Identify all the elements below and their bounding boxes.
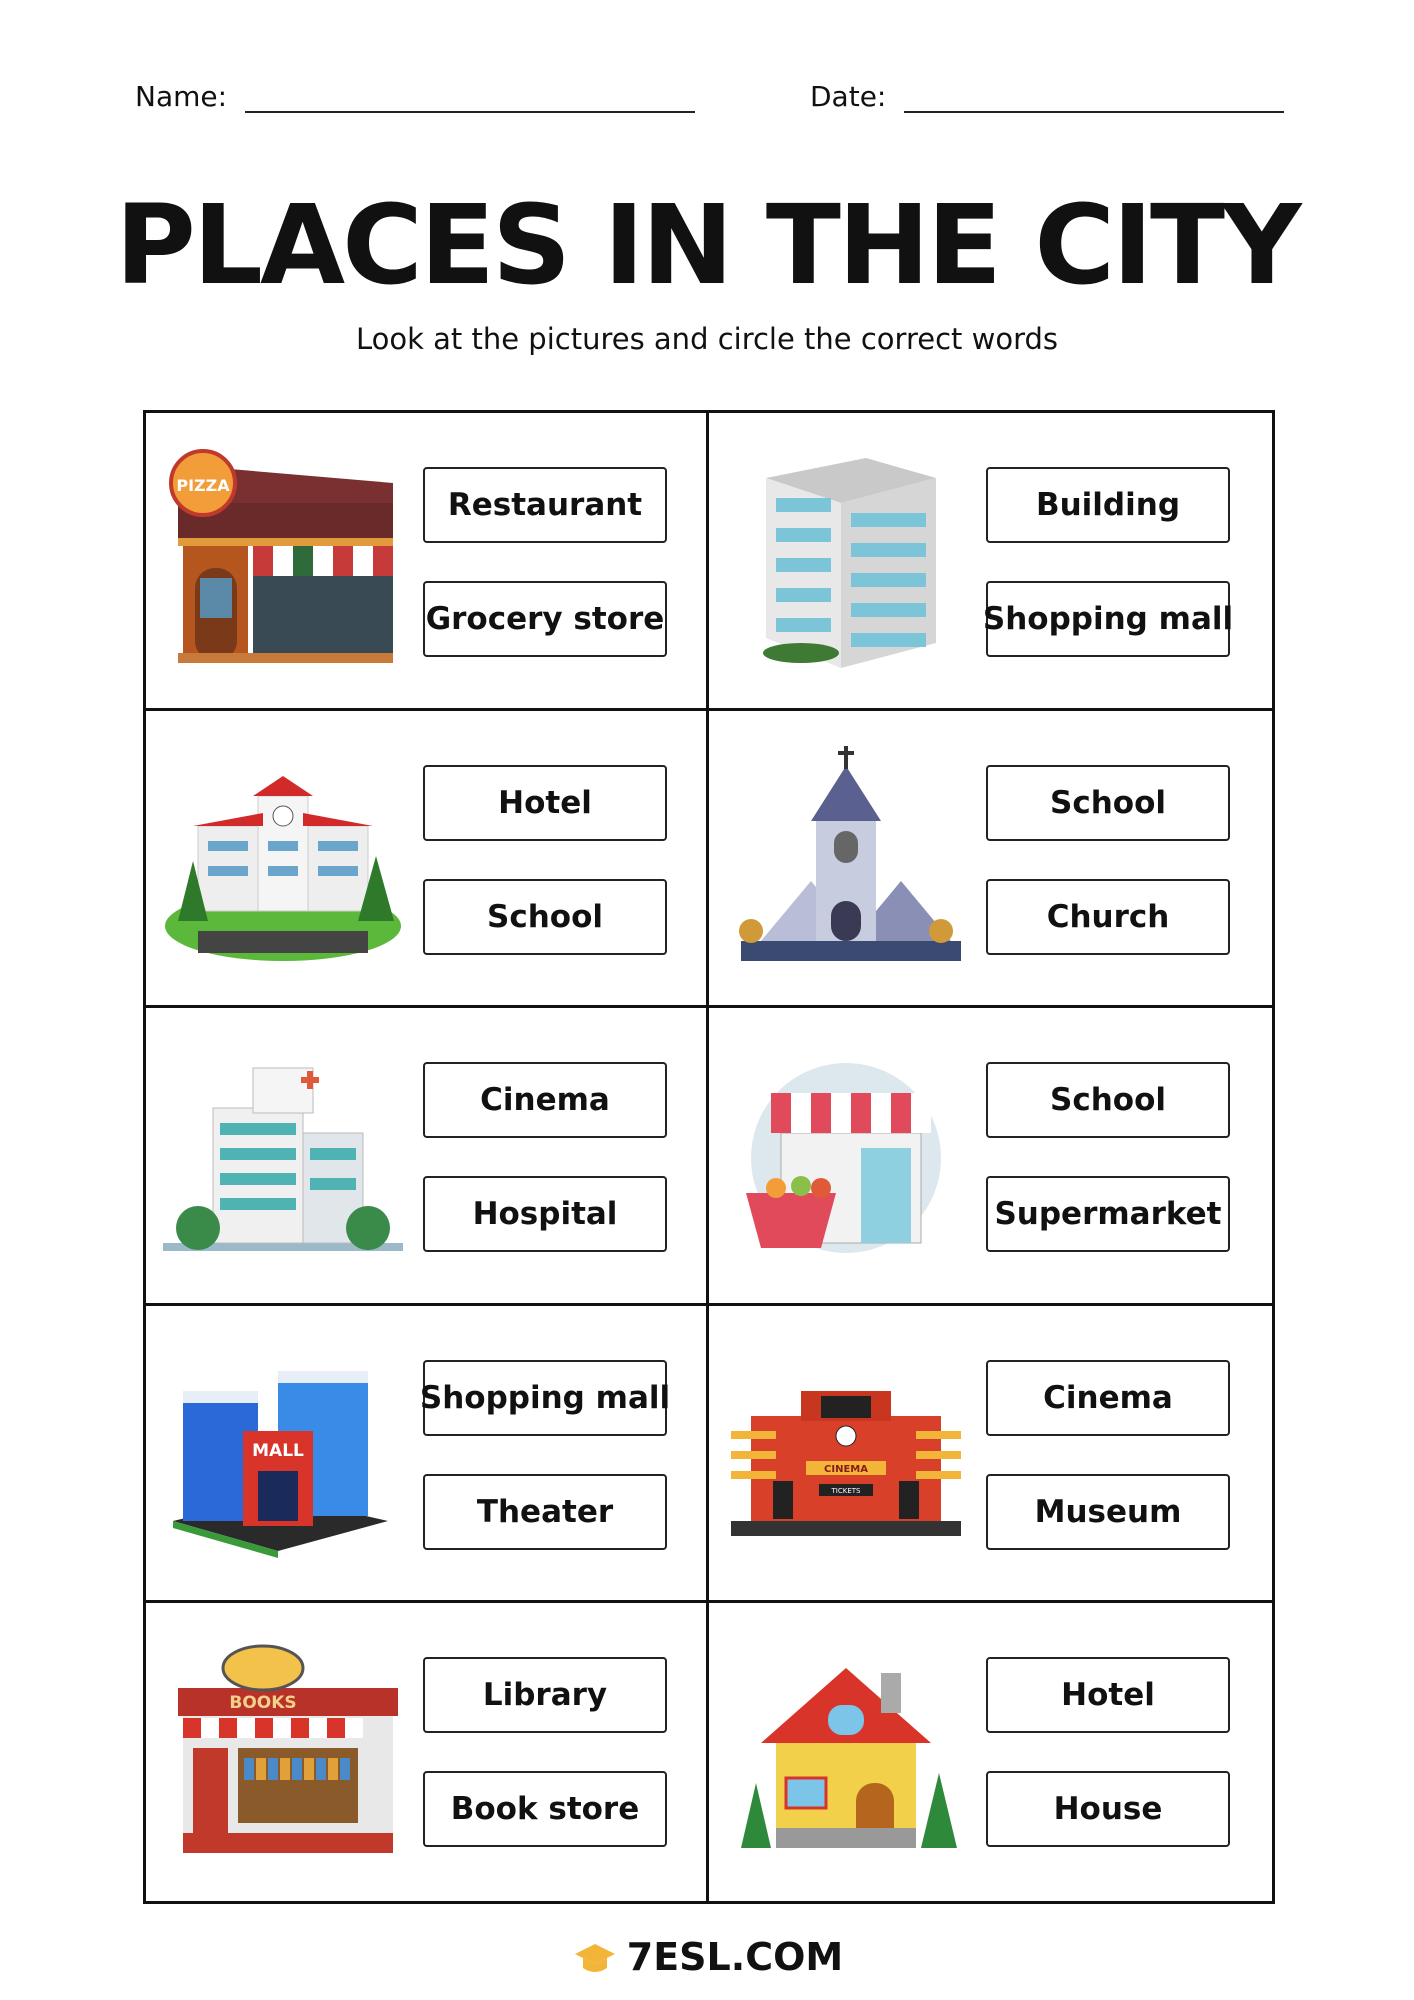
page-title: PLACES IN THE CITY xyxy=(115,181,1299,309)
option-school[interactable]: School xyxy=(423,879,667,955)
name-field[interactable] xyxy=(135,80,695,113)
supermarket-picture xyxy=(721,1038,971,1268)
date-label: Date: xyxy=(810,80,887,113)
instructions: Look at the pictures and circle the correct words xyxy=(355,322,1059,356)
option-restaurant[interactable]: Restaurant xyxy=(423,467,667,543)
option-library[interactable]: Library xyxy=(423,1657,667,1733)
books-sign: BOOKS xyxy=(229,1693,297,1714)
exercise-cell xyxy=(709,413,1272,711)
exercise-cell xyxy=(146,1306,709,1604)
option-shopping-mall[interactable]: Shopping mall xyxy=(986,581,1230,657)
option-school[interactable]: School xyxy=(986,1062,1230,1138)
hospital-picture xyxy=(158,1038,408,1268)
graduation-cap-icon xyxy=(571,1942,619,1978)
pizza-sign: PIZZA xyxy=(176,476,230,495)
exercise-cell xyxy=(709,1306,1272,1604)
option-hospital[interactable]: Hospital xyxy=(423,1176,667,1252)
house-picture xyxy=(721,1633,971,1863)
option-cinema[interactable]: Cinema xyxy=(423,1062,667,1138)
exercise-cell xyxy=(146,413,709,711)
option-school[interactable]: School xyxy=(986,765,1230,841)
name-label: Name: xyxy=(135,80,228,113)
name-line[interactable] xyxy=(245,81,695,113)
option-shopping-mall[interactable]: Shopping mall xyxy=(423,1360,667,1436)
brand-name[interactable]: 7ESL.COM xyxy=(626,1935,844,1979)
book-store-picture xyxy=(158,1633,408,1863)
exercise-cell xyxy=(146,711,709,1009)
exercise-cell xyxy=(709,1008,1272,1306)
exercise-cell xyxy=(709,1603,1272,1901)
option-hotel[interactable]: Hotel xyxy=(423,765,667,841)
option-grocery-store[interactable]: Grocery store xyxy=(423,581,667,657)
building-picture xyxy=(721,443,971,673)
exercise-cell xyxy=(146,1008,709,1306)
date-field[interactable] xyxy=(810,80,1284,113)
option-cinema[interactable]: Cinema xyxy=(986,1360,1230,1436)
church-picture xyxy=(721,741,971,971)
exercise-cell xyxy=(146,1603,709,1901)
tickets-sign: TICKETS xyxy=(831,1486,861,1495)
option-theater[interactable]: Theater xyxy=(423,1474,667,1550)
school-picture xyxy=(158,741,408,971)
option-museum[interactable]: Museum xyxy=(986,1474,1230,1550)
option-hotel[interactable]: Hotel xyxy=(986,1657,1230,1733)
option-supermarket[interactable]: Supermarket xyxy=(986,1176,1230,1252)
cinema-picture xyxy=(721,1336,971,1566)
brand-footer xyxy=(0,1935,1414,1979)
mall-picture xyxy=(158,1336,408,1566)
date-line[interactable] xyxy=(904,81,1284,113)
exercise-grid xyxy=(143,410,1275,1904)
mall-sign: MALL xyxy=(252,1440,304,1461)
restaurant-picture xyxy=(158,443,408,673)
cinema-sign: CINEMA xyxy=(824,1463,868,1475)
exercise-cell xyxy=(709,711,1272,1009)
option-book-store[interactable]: Book store xyxy=(423,1771,667,1847)
option-building[interactable]: Building xyxy=(986,467,1230,543)
option-church[interactable]: Church xyxy=(986,879,1230,955)
option-house[interactable]: House xyxy=(986,1771,1230,1847)
